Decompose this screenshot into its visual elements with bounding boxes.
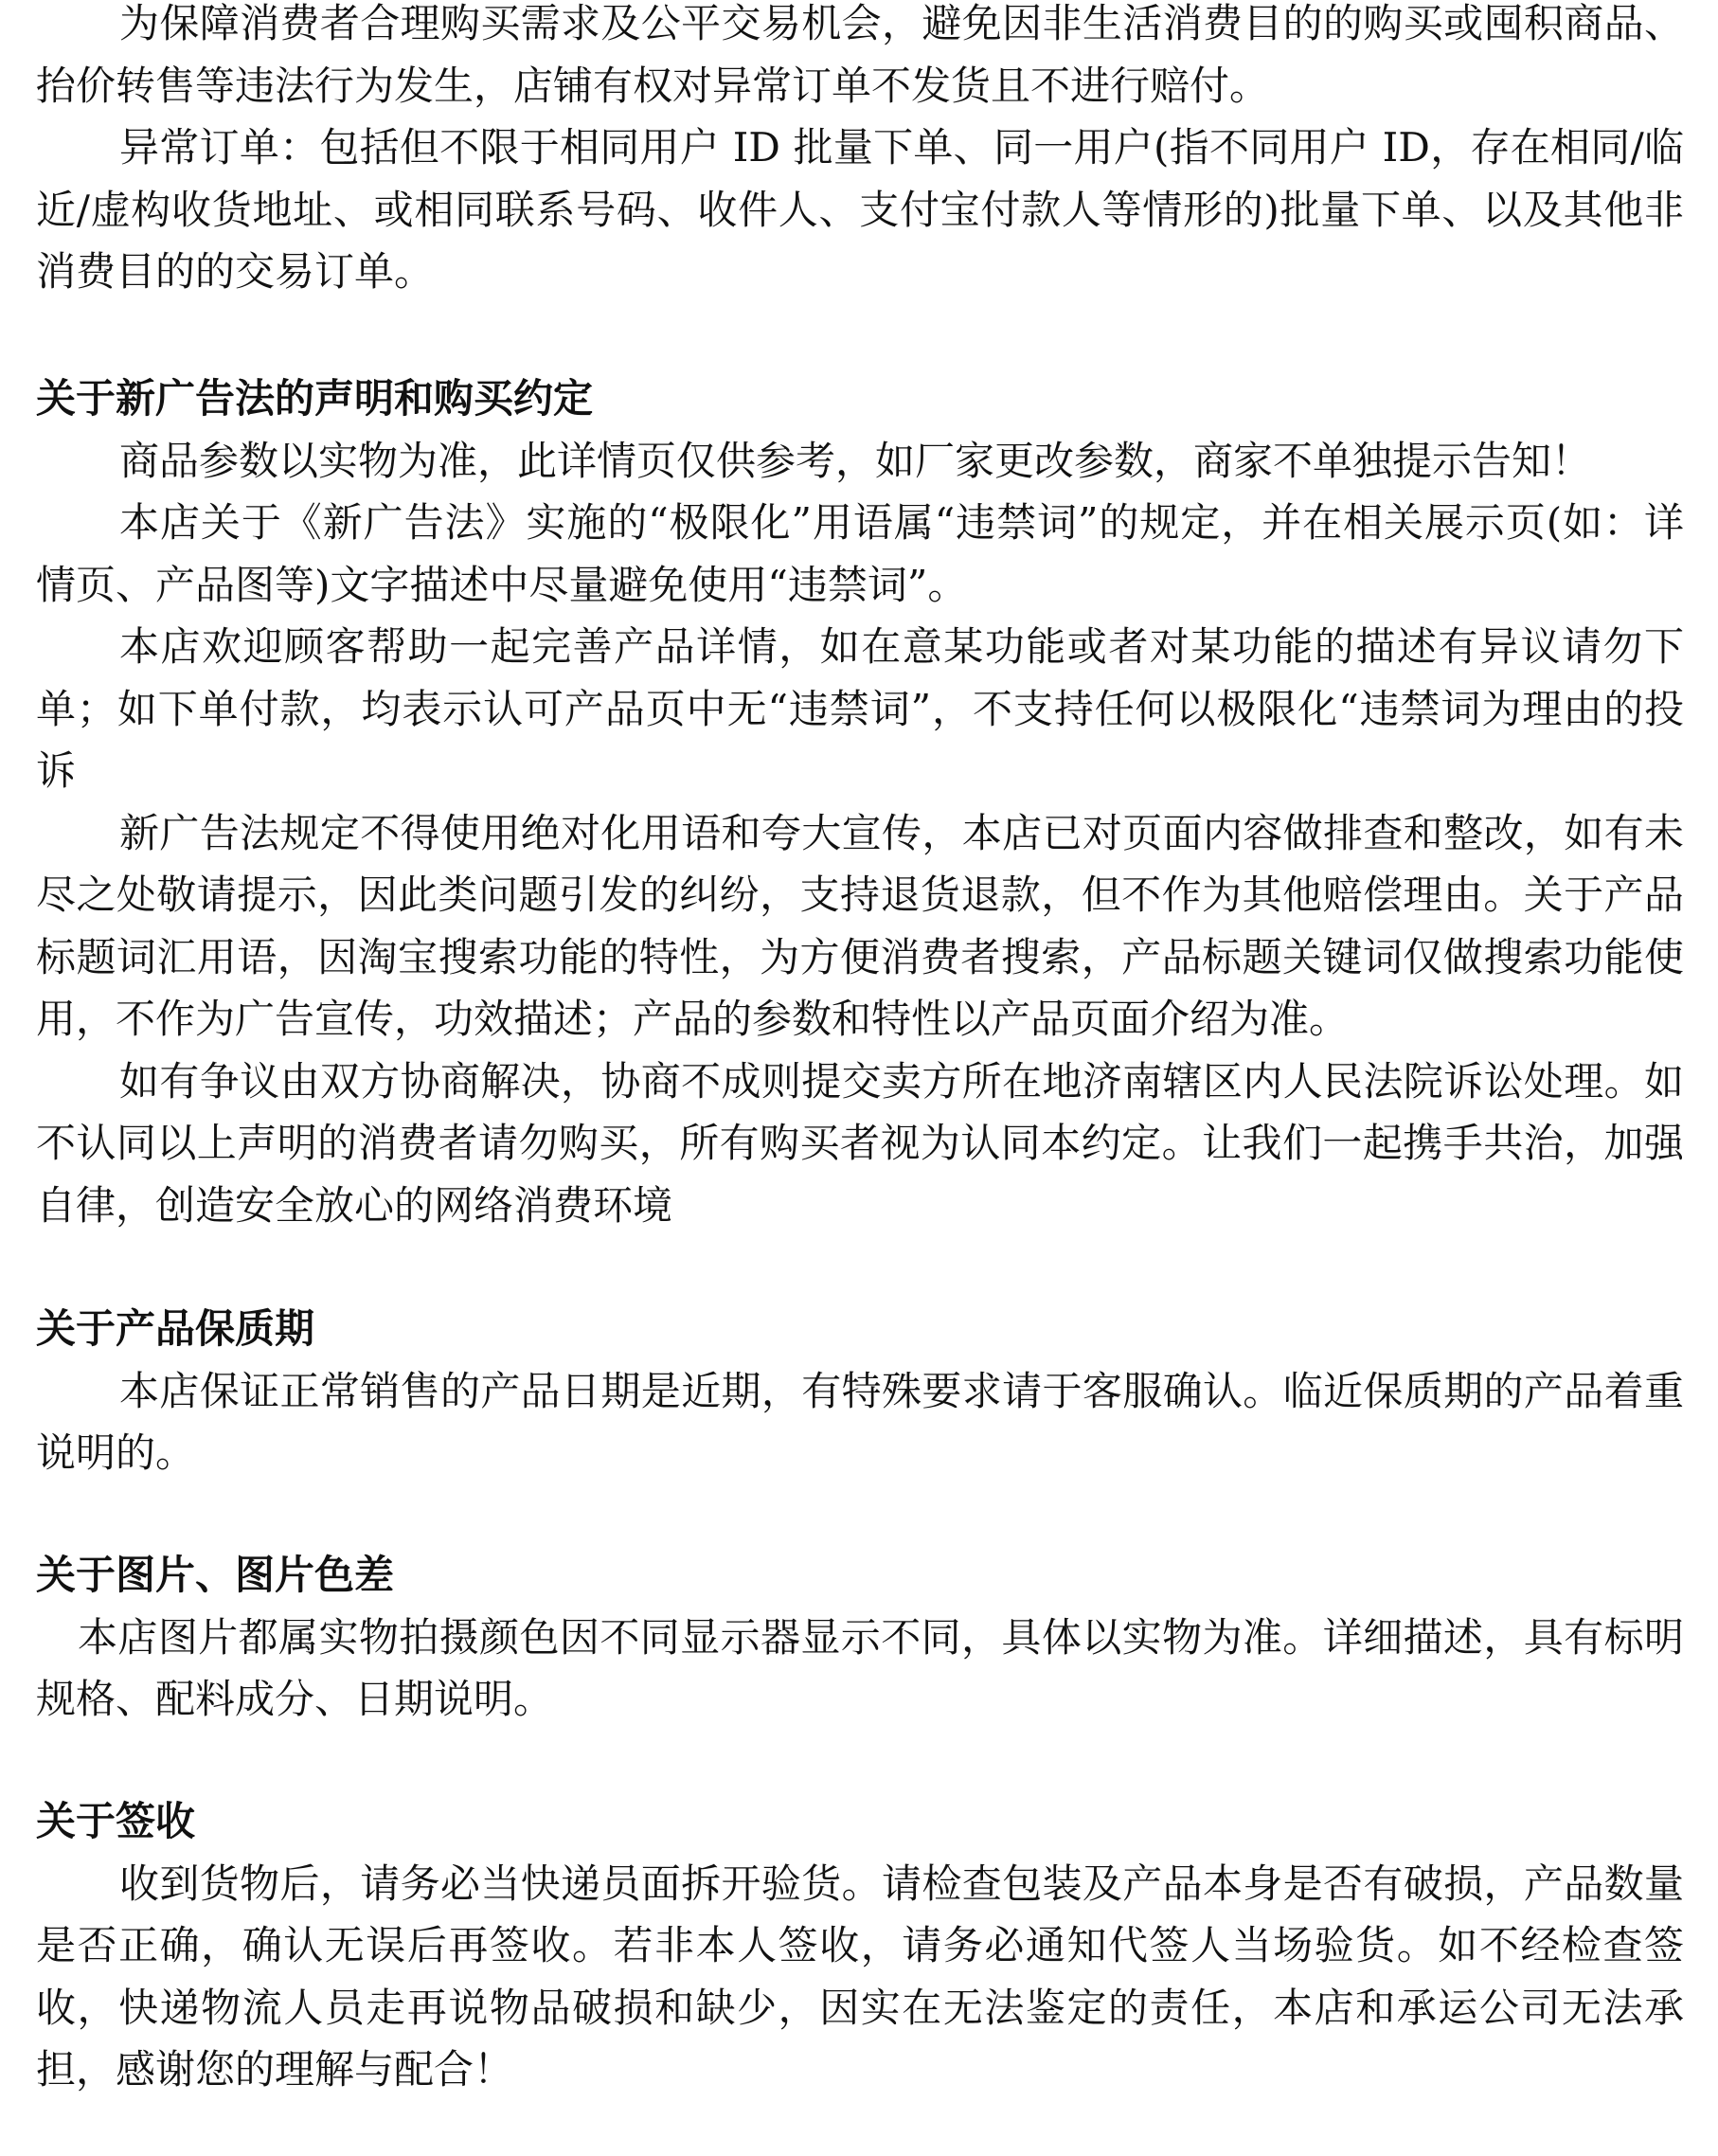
signing-section <box>36 1790 1684 2101</box>
intro-section <box>36 0 1684 303</box>
ad-law-heading: 关于新广告法的声明和购买约定 <box>36 375 594 422</box>
purchase-policy-paragraph: 为保障消费者合理购买需求及公平交易机会，避免因非生活消费目的的购买或囤积商品、抬价转售等违法行为发生，店铺有权对异常订单不发货且不进行赔付。 <box>36 0 1684 109</box>
ad-law-paragraph-4: 新广告法规定不得使用绝对化用语和夸大宣传，本店已对页面内容做排查和整改，如有未尽之处敬请提示，因此类问题引发的纠纷，支持退货退款，但不作为其他赔偿理由。关于产品标题词汇用语，因淘宝搜索功能的特性，为方便消费者搜索，产品标题关键词仅做搜索功能使用，不作为广告宣传，功效描述；产品的参数和特性以产品页面介绍为准。 <box>36 809 1684 1042</box>
signing-paragraph: 收到货物后，请务必当快递员面拆开验货。请检查包装及产品本身是否有破损，产品数量是否正确，确认无误后再签收。若非本人签收，请务必通知代签人当场验货。如不经检查签收，快递物流人员走再说物品破损和缺少，因实在无法鉴定的责任，本店和承运公司无法承担，感谢您的理解与配合！ <box>36 1860 1684 2093</box>
shelf-life-paragraph: 本店保证正常销售的产品日期是近期，有特殊要求请于客服确认。临近保质期的产品着重说明的。 <box>36 1367 1684 1476</box>
images-heading: 关于图片、图片色差 <box>36 1552 395 1598</box>
images-section <box>36 1544 1684 1731</box>
ad-law-paragraph-5: 如有争议由双方协商解决，协商不成则提交卖方所在地济南辖区内人民法院诉讼处理。如不认同以上声明的消费者请勿购买，所有购买者视为认同本约定。让我们一起携手共治，加强自律，创造安全放心的网络消费环境 <box>36 1057 1684 1229</box>
ad-law-paragraph-3: 本店欢迎顾客帮助一起完善产品详情，如在意某功能或者对某功能的描述有异议请勿下单；如下单付款，均表示认可产品页中无“违禁词”，不支持任何以极限化“违禁词为理由的投诉 <box>36 623 1684 794</box>
signing-heading: 关于签收 <box>36 1798 196 1844</box>
shelf-life-heading: 关于产品保质期 <box>36 1305 315 1352</box>
images-paragraph: 本店图片都属实物拍摄颜色因不同显示器显示不同，具体以实物为准。详细描述，具有标明规格、配料成分、日期说明。 <box>36 1613 1684 1722</box>
ad-law-section <box>36 368 1684 1236</box>
shelf-life-section <box>36 1298 1684 1484</box>
ad-law-paragraph-2: 本店关于《新广告法》实施的“极限化”用语属“违禁词”的规定，并在相关展示页(如：详情页、产品图等)文字描述中尽量避免使用“违禁词”。 <box>36 499 1684 608</box>
ad-law-paragraph-1: 商品参数以实物为准，此详情页仅供参考，如厂家更改参数，商家不单独提示告知！ <box>119 437 1592 484</box>
abnormal-order-paragraph: 异常订单：包括但不限于相同用户 ID 批量下单、同一用户(指不同用户 ID，存在相同/临近/虚构收货地址、或相同联系号码、收件人、支付宝付款人等情形的)批量下单、以及其他非消费目的的交易订单。 <box>36 124 1684 295</box>
